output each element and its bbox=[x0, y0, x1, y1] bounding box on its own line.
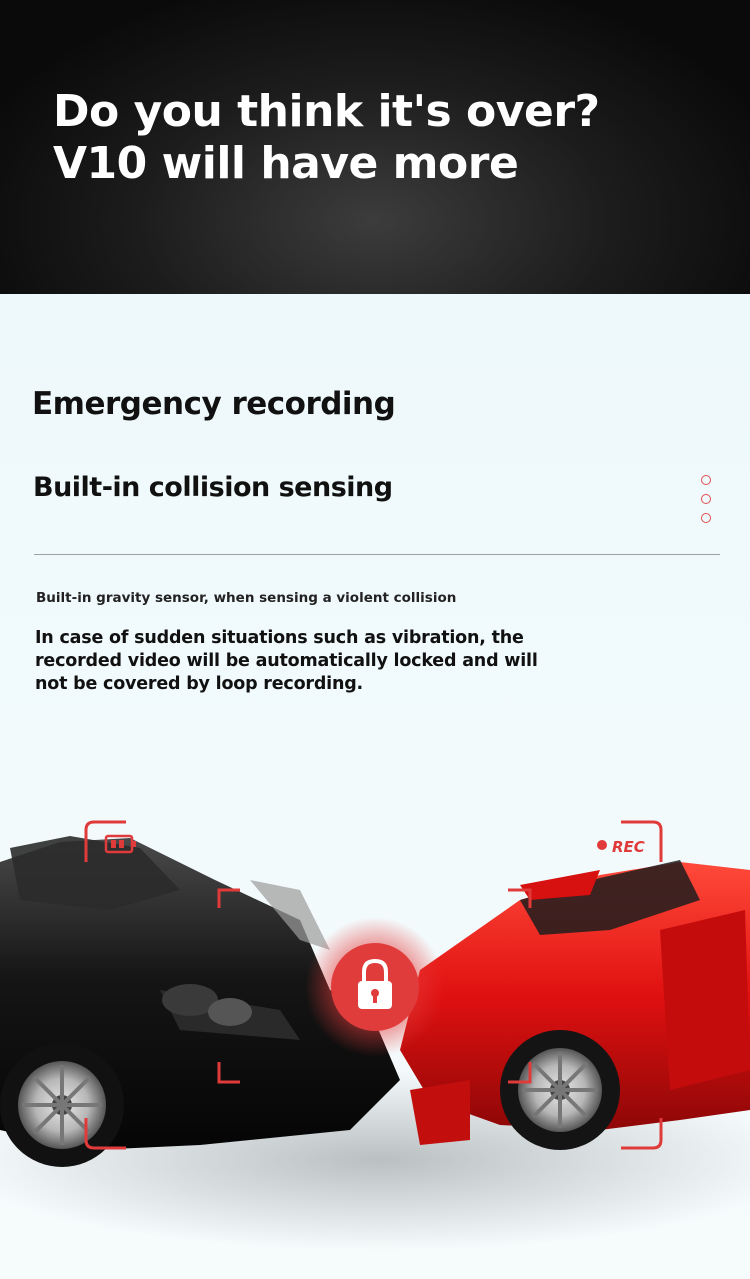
feature-title: Emergency recording bbox=[32, 386, 396, 422]
decorative-dots bbox=[701, 475, 713, 532]
divider bbox=[34, 554, 720, 555]
dot-icon bbox=[701, 513, 711, 523]
feature-description: In case of sudden situations such as vibration, the recorded video will be automatically locked and will not be covered by loop recording. bbox=[35, 628, 538, 694]
rec-indicator bbox=[597, 840, 607, 850]
collision-illustration bbox=[0, 800, 750, 1279]
dot-icon bbox=[701, 475, 711, 485]
hero-title bbox=[53, 86, 600, 190]
hero-banner bbox=[0, 0, 750, 294]
sensor-note: Built-in gravity sensor, when sensing a violent collision bbox=[36, 590, 457, 606]
hero-line-2: V10 will have more bbox=[53, 138, 519, 189]
feature-subtitle: Built-in collision sensing bbox=[33, 472, 393, 503]
red-car bbox=[400, 860, 750, 1150]
hero-line-1: Do you think it's over? bbox=[53, 86, 600, 137]
rec-label: REC bbox=[612, 838, 645, 856]
dot-icon bbox=[701, 494, 711, 504]
lock-badge bbox=[305, 917, 445, 1057]
